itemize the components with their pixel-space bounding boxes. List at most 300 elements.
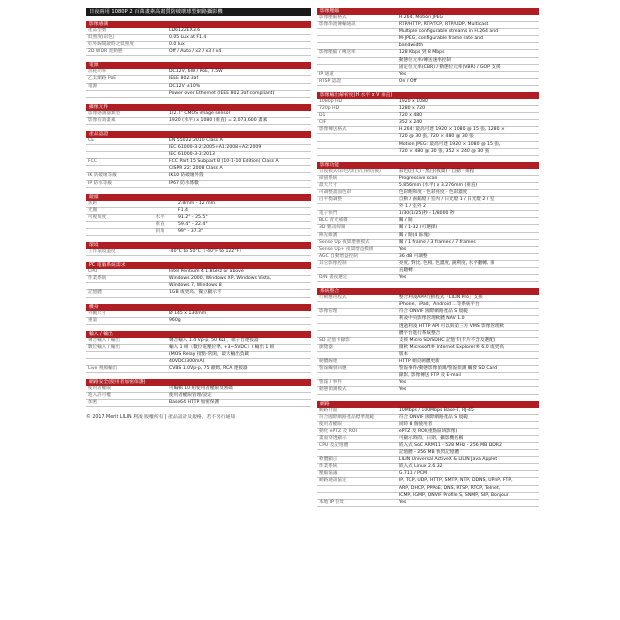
spec-label: 掃描系統 bbox=[317, 175, 397, 182]
spec-row bbox=[86, 386, 311, 393]
spec-label: CIF bbox=[317, 120, 397, 127]
spec-section bbox=[317, 401, 539, 507]
spec-value: 亮度, 對比, 色相, 色濃度, 銳利度, 水平翻轉, 垂 bbox=[397, 260, 539, 267]
spec-value: 微軟 Microsoft® Internet Explorer® 6.0 或更高 bbox=[397, 344, 539, 351]
spec-label: 記憶體 bbox=[86, 290, 167, 297]
spec-label: 焦距 bbox=[86, 201, 154, 208]
spec-section bbox=[86, 104, 311, 125]
spec-row bbox=[86, 90, 311, 97]
spec-label: IP 通道 bbox=[317, 71, 397, 78]
spec-value: 體平台進行系統整合 bbox=[397, 330, 539, 337]
section-heading: 攝像元件 bbox=[86, 104, 311, 111]
spec-label: 動態偵測模式 bbox=[317, 387, 397, 394]
spec-label: 使用者權限 bbox=[317, 421, 397, 428]
section-heading: 影像壓縮 bbox=[317, 8, 539, 15]
section-heading: 環境 bbox=[86, 242, 311, 249]
spec-row bbox=[317, 127, 539, 134]
spec-table bbox=[317, 169, 539, 283]
spec-value: 自動 / 鹵鎢燈 / 室內 / 日光燈 1 / 日光燈 2 / 室 bbox=[397, 197, 539, 204]
spec-row bbox=[86, 159, 311, 166]
spec-row bbox=[317, 366, 539, 373]
spec-label: IK 防破壞等級 bbox=[86, 173, 167, 180]
spec-section bbox=[317, 8, 539, 86]
spec-sublabel bbox=[154, 201, 177, 208]
spec-row bbox=[317, 182, 539, 189]
spec-label bbox=[86, 90, 167, 97]
spec-value: 色彩飽和度 · 色彩亮度 · 色彩濃度 bbox=[397, 189, 539, 196]
spec-value: 關 / 開(4 區塊) bbox=[397, 232, 539, 239]
spec-label: 最大尺寸 bbox=[317, 182, 397, 189]
spec-row bbox=[86, 276, 311, 283]
spec-row bbox=[317, 428, 539, 435]
spec-label: 3D 雜訊抑制 bbox=[317, 225, 397, 232]
spec-row bbox=[317, 485, 539, 492]
spec-value: 2.8mm - 12 mm bbox=[176, 201, 311, 208]
spec-row bbox=[317, 15, 539, 22]
spec-label: RTSP 認證 bbox=[317, 78, 397, 85]
spec-value: F1.4 bbox=[176, 207, 311, 214]
spec-value: Motion JPEG: 最高可達 1920 × 1080 @ 15 張, bbox=[397, 141, 539, 148]
spec-row bbox=[317, 295, 539, 302]
section-heading: 影像功能 bbox=[317, 162, 539, 169]
spec-value: 128 Kbps 到 8 Mbps bbox=[397, 50, 539, 57]
spec-value: 嵌入式 SoC ARM11 - 528 MHz - 256 MB DDR2 bbox=[397, 442, 539, 449]
spec-label: SD 記憶卡錄影 bbox=[317, 337, 397, 344]
spec-section bbox=[86, 304, 311, 325]
spec-value: Progressive scan bbox=[397, 175, 539, 182]
section-heading: 電源 bbox=[86, 62, 311, 69]
spec-row bbox=[317, 380, 539, 387]
spec-row bbox=[86, 76, 311, 83]
spec-table bbox=[86, 201, 311, 236]
spec-row bbox=[317, 134, 539, 141]
spec-label: 警報觸發回應 bbox=[317, 366, 397, 373]
spec-label: 工作環境溫度 bbox=[86, 249, 167, 256]
spec-value: On / Off bbox=[397, 78, 539, 85]
spec-label bbox=[317, 43, 397, 50]
page-title: 日夜兩用 1080P 2 百萬畫素高畫質防破壞球型網路攝影機 bbox=[86, 8, 311, 16]
spec-label bbox=[86, 152, 167, 159]
spec-row bbox=[86, 214, 311, 221]
spec-value: Multiple configurable streams in H.264 and bbox=[397, 29, 539, 36]
spec-value: 整合利凌APP行動程式「LILIN Pro」支援 bbox=[397, 295, 539, 302]
spec-value: LD6122EX3.6 bbox=[167, 28, 311, 35]
spec-table bbox=[317, 408, 539, 507]
spec-label: 畫面穿透顯示 bbox=[317, 435, 397, 442]
spec-label bbox=[317, 134, 397, 141]
spec-value: 固定位元率(CBR) / 動態位元率(VBR) / GOP 支援 bbox=[397, 64, 539, 71]
spec-label: Live 視頻輸出 bbox=[86, 366, 167, 373]
spec-label bbox=[317, 141, 397, 148]
spec-value: 符合 ONVIF 國際網路產品 S 規範 bbox=[397, 414, 539, 421]
spec-row bbox=[317, 260, 539, 267]
spec-row bbox=[86, 283, 311, 290]
spec-label: 影像串流傳輸通訊 bbox=[317, 22, 397, 29]
spec-label: D/N 晝夜選定 bbox=[317, 275, 397, 282]
spec-row bbox=[317, 239, 539, 246]
spec-table bbox=[86, 338, 311, 373]
spec-label bbox=[86, 351, 167, 358]
spec-value: 352 x 240 bbox=[397, 120, 539, 127]
spec-label: 低照度(彩色) bbox=[86, 35, 167, 42]
spec-value: 彩色(白天) · 黑白(夜間) · 自動 · 排程 bbox=[397, 169, 539, 176]
spec-label: 乙太網路 PoE bbox=[86, 76, 167, 83]
spec-row bbox=[86, 201, 311, 208]
spec-row bbox=[317, 78, 539, 85]
spec-label: 作業系統 bbox=[86, 276, 167, 283]
section-heading: 輸入 / 輸出 bbox=[86, 331, 311, 338]
spec-value: Yes bbox=[397, 275, 539, 282]
spec-row bbox=[86, 290, 311, 297]
spec-value: 輸入 1 組（數位電壓位準, +3~5VDC）/ 輸出 1 組 bbox=[167, 344, 311, 351]
spec-row bbox=[317, 492, 539, 499]
spec-label: 使用者權限 bbox=[86, 386, 167, 393]
spec-row bbox=[317, 57, 539, 64]
spec-row bbox=[86, 344, 311, 351]
spec-row bbox=[317, 408, 539, 415]
spec-value: iPhone、iPad、Android ...等系統平台 bbox=[397, 302, 539, 309]
spec-row bbox=[86, 83, 311, 90]
spec-section bbox=[86, 131, 311, 188]
spec-row bbox=[317, 387, 539, 394]
spec-row bbox=[86, 393, 311, 400]
spec-row bbox=[317, 450, 539, 457]
spec-value: DC12V ±10% bbox=[167, 83, 311, 90]
spec-value: 透過利凌 HTTP API 可以與第三方 VMS 影像管理軟 bbox=[397, 323, 539, 330]
spec-row bbox=[86, 145, 311, 152]
spec-value: 1/30(1/25)秒 - 1/8000 秒 bbox=[397, 211, 539, 218]
spec-row bbox=[317, 471, 539, 478]
spec-value: 可顯示時間、日期、攝影機名稱 bbox=[397, 435, 539, 442]
spec-row bbox=[317, 268, 539, 275]
spec-row bbox=[317, 106, 539, 113]
spec-row bbox=[317, 337, 539, 344]
spec-value: IP67 防水係數 bbox=[167, 180, 311, 187]
spec-row bbox=[86, 49, 311, 56]
spec-label: 網路通訊協定 bbox=[317, 478, 397, 485]
spec-row bbox=[86, 359, 311, 366]
spec-label: 可視角度 bbox=[86, 214, 154, 221]
spec-row bbox=[86, 117, 311, 124]
spec-row bbox=[317, 316, 539, 323]
spec-row bbox=[317, 141, 539, 148]
spec-value: CISPR 22: 2008 Class A bbox=[167, 166, 311, 173]
spec-row bbox=[317, 373, 539, 380]
spec-row bbox=[86, 42, 311, 49]
spec-sublabel: 水平 bbox=[154, 214, 177, 221]
spec-value: Yes bbox=[397, 71, 539, 78]
spec-row bbox=[86, 249, 311, 256]
spec-label bbox=[86, 359, 167, 366]
spec-row bbox=[86, 311, 311, 318]
spec-label: 進入許可權 bbox=[86, 393, 167, 400]
spec-label: IP 防水等級 bbox=[86, 180, 167, 187]
spec-row bbox=[317, 204, 539, 211]
spec-row bbox=[86, 111, 311, 118]
spec-label bbox=[317, 57, 397, 64]
spec-value: EN 55022:2010 Class A bbox=[167, 138, 311, 145]
spec-row bbox=[317, 169, 539, 176]
spec-row bbox=[317, 99, 539, 106]
spec-row bbox=[317, 50, 539, 57]
spec-table bbox=[86, 249, 311, 256]
spec-value: Yes bbox=[397, 380, 539, 387]
spec-section bbox=[86, 21, 311, 56]
spec-value: 720 @ 30 張, 720 × 480 @ 30 張 bbox=[397, 134, 539, 141]
spec-value: 動態位元率/傳送速率控制 bbox=[397, 57, 539, 64]
spec-label: 符合國際網路產品標準規範 bbox=[317, 414, 397, 421]
spec-label: 影像傳送格式 bbox=[317, 127, 397, 134]
spec-row bbox=[317, 22, 539, 29]
spec-value: RTP/HTTP, RTP/TCP, RTP/UDP, Multicast bbox=[397, 22, 539, 29]
spec-section bbox=[86, 242, 311, 256]
spec-row bbox=[317, 232, 539, 239]
spec-label bbox=[317, 64, 397, 71]
spec-value: LILIN Universal ActiveX & LILIN Java Applet bbox=[397, 457, 539, 464]
spec-row bbox=[317, 464, 539, 471]
section-heading: 系統整合 bbox=[317, 288, 539, 295]
footer-copyright: © 2017 Merit LILIN 利凌 版權所有 | 產品設計及規格，若不另行通知 bbox=[86, 415, 236, 421]
spec-label bbox=[317, 29, 397, 36]
spec-section bbox=[317, 162, 539, 283]
spec-label: 數位輸入 / 輸出 bbox=[86, 344, 167, 351]
spec-row bbox=[86, 180, 311, 187]
spec-row bbox=[317, 64, 539, 71]
spec-row bbox=[317, 442, 539, 449]
spec-label bbox=[86, 221, 154, 228]
spec-value: H.264, Motion JPEG bbox=[397, 15, 539, 22]
spec-value: 記憶體 - 256 MB 快閃記憶體 bbox=[397, 450, 539, 457]
spec-row bbox=[317, 330, 539, 337]
spec-label: 警報 / 事件 bbox=[317, 380, 397, 387]
spec-section bbox=[86, 379, 311, 407]
spec-row bbox=[317, 211, 539, 218]
spec-label: 影像壓縮格式 bbox=[317, 15, 397, 22]
spec-value: 關 / 1-32 (可選擇) bbox=[397, 225, 539, 232]
spec-value: 0.05 Lux at F1.4 bbox=[167, 35, 311, 42]
spec-label: 影像有效畫素 bbox=[86, 117, 167, 124]
spec-label: 外觀尺寸 bbox=[86, 311, 167, 318]
spec-row bbox=[317, 457, 539, 464]
spec-row bbox=[317, 218, 539, 225]
spec-row bbox=[317, 435, 539, 442]
spec-value: IK10 防破壞外殼 bbox=[167, 173, 311, 180]
spec-label: 其它影像控制 bbox=[317, 260, 397, 267]
spec-label: 電源 bbox=[86, 83, 167, 90]
section-heading: 網路安全(使用者加密保護) bbox=[86, 379, 311, 386]
spec-row bbox=[317, 253, 539, 260]
spec-label bbox=[317, 268, 397, 275]
spec-label: FCC bbox=[86, 159, 167, 166]
spec-value: 關 / 1 frame / 3 frames / 7 frames bbox=[397, 239, 539, 246]
spec-label: 作業系統 bbox=[317, 464, 397, 471]
spec-label bbox=[317, 204, 397, 211]
spec-label: 光圈 bbox=[86, 207, 154, 214]
spec-table bbox=[86, 111, 311, 125]
spec-value: Yes bbox=[397, 499, 539, 506]
spec-label: 日夜模式(彩色/黑白/自動切換) bbox=[317, 169, 397, 176]
spec-value: M-JPEG, configurable frame rate and bbox=[397, 36, 539, 43]
spec-row bbox=[317, 344, 539, 351]
left-sections bbox=[86, 21, 311, 407]
spec-label: 消耗功率 bbox=[86, 69, 167, 76]
spec-row bbox=[317, 359, 539, 366]
spec-table bbox=[86, 69, 311, 97]
spec-row bbox=[86, 351, 311, 358]
spec-value: (MOS Relay 接點-常開，最大輸出負載 bbox=[167, 351, 311, 358]
spec-row bbox=[86, 166, 311, 173]
spec-value: 10Mbps / 100Mbps Base-T, RJ-45 bbox=[397, 408, 539, 415]
spec-label: 2D WDR 寬動態 bbox=[86, 49, 167, 56]
spec-label: 1080p HD bbox=[317, 99, 397, 106]
spec-value: ePTZ 及 ROI(重點區域影像) bbox=[397, 428, 539, 435]
spec-row bbox=[317, 246, 539, 253]
spec-value: IEEE 802.3af bbox=[167, 76, 311, 83]
spec-label: AGC 自動增益控制 bbox=[317, 253, 397, 260]
spec-label bbox=[317, 302, 397, 309]
section-heading: 產品認證 bbox=[86, 131, 311, 138]
spec-label bbox=[317, 351, 397, 358]
spec-label: CPU 及記憶體 bbox=[317, 442, 397, 449]
spec-sublabel bbox=[154, 207, 177, 214]
spec-label: 本地 IP 位址 bbox=[317, 499, 397, 506]
right-sections bbox=[317, 8, 539, 507]
spec-value: 1920 x 1080 bbox=[397, 99, 539, 106]
spec-label: 重量 bbox=[86, 317, 167, 324]
spec-value: 1280 x 720 bbox=[397, 106, 539, 113]
spec-row bbox=[86, 221, 311, 228]
spec-label: 聲音輸入 / 輸出 bbox=[86, 338, 167, 345]
spec-value: Yes bbox=[397, 387, 539, 394]
spec-label: D1 bbox=[317, 113, 397, 120]
spec-row bbox=[317, 414, 539, 421]
spec-value: 符合 ONVIF 國際網路產品 S 規範 bbox=[397, 309, 539, 316]
spec-table bbox=[317, 15, 539, 86]
spec-value: 91.2° - 25.5° bbox=[176, 214, 311, 221]
spec-value: IP, TCP, UDP, HTTP, SMTP, NTP, DDNS, UPnP, FTP, bbox=[397, 478, 539, 485]
spec-value: Base64 HTTP 加密保護 bbox=[167, 400, 311, 407]
spec-value: ARP, DHCP, PPPoE, DNS, RTSP, RTCP, Telnet, bbox=[397, 485, 539, 492]
spec-value: 可編輯 10 組使用者權限及密碼 bbox=[167, 386, 311, 393]
spec-table bbox=[317, 295, 539, 394]
spec-value: 720 × 480 @ 30 張, 352 × 240 @ 30 張 bbox=[397, 148, 539, 155]
spec-row bbox=[86, 69, 311, 76]
spec-value: 直翻轉 bbox=[397, 268, 539, 275]
spec-table bbox=[86, 311, 311, 325]
spec-table bbox=[86, 269, 311, 297]
spec-value: 錄影, 影像傳送 FTP 及 E-mail bbox=[397, 373, 539, 380]
spec-label: Sense Up+ 夜間增益模組 bbox=[317, 246, 397, 253]
spec-row bbox=[317, 197, 539, 204]
spec-value: 使用者權限管理/設定 bbox=[167, 393, 311, 400]
spec-row bbox=[317, 275, 539, 282]
spec-value: 外 1 / 室外 2 bbox=[397, 204, 539, 211]
spec-label: 瀏覽器 bbox=[317, 344, 397, 351]
spec-row bbox=[317, 36, 539, 43]
spec-value: Windows 7, Windows 8 bbox=[167, 283, 311, 290]
spec-label: 壓縮協議 bbox=[317, 471, 397, 478]
spec-row bbox=[317, 351, 539, 358]
spec-row bbox=[86, 152, 311, 159]
spec-row bbox=[317, 309, 539, 316]
spec-row bbox=[86, 366, 311, 373]
spec-label bbox=[317, 373, 397, 380]
spec-value: Ø 145 x 130mm bbox=[167, 311, 311, 318]
section-heading: PC 電腦系統需求 bbox=[86, 262, 311, 269]
spec-value: ICMP, IGMP, ONVIF Profile S, SNMP, SIP, Bonjour bbox=[397, 492, 539, 499]
spec-value: 聲音輸入 1.4 Vp-p, 50 KΩ ，端子台連接器 bbox=[167, 338, 311, 345]
spec-table bbox=[86, 386, 311, 407]
spec-label bbox=[317, 330, 397, 337]
section-heading: 影像輸出解析度(H 水平 x V 垂直) bbox=[317, 92, 539, 99]
left-column bbox=[86, 8, 311, 420]
spec-value: CVBS 1.0Vp-p, 75 歐姆, RCA 連接器 bbox=[167, 366, 311, 373]
spec-label: 加密 bbox=[86, 400, 167, 407]
spec-section bbox=[86, 62, 311, 97]
spec-section bbox=[317, 92, 539, 156]
spec-label: 影像感測器類型 bbox=[86, 111, 167, 118]
spec-label: 韌體線連 bbox=[317, 359, 397, 366]
spec-value: IEC 61000-3-2:2005+A1:2008+A2:2009 bbox=[167, 145, 311, 152]
spec-row bbox=[317, 71, 539, 78]
spec-label: 行動應用程式 bbox=[317, 295, 397, 302]
spec-label bbox=[317, 450, 397, 457]
spec-label bbox=[86, 228, 154, 235]
spec-section bbox=[317, 288, 539, 394]
spec-label: 影像壓縮 / 傳送率 bbox=[317, 50, 397, 57]
spec-value: 720 x 480 bbox=[397, 113, 539, 120]
spec-row bbox=[317, 29, 539, 36]
spec-label bbox=[317, 323, 397, 330]
spec-label bbox=[317, 492, 397, 499]
right-column bbox=[317, 8, 539, 513]
spec-label: Sense Up 夜間增強模式 bbox=[317, 239, 397, 246]
spec-label: 動化 ePTZ 及 ROI bbox=[317, 428, 397, 435]
spec-value: G.711 / PCM bbox=[397, 471, 539, 478]
spec-value: 支援 Micro SD/SDHC 記憶卡(卡片不含及選配) bbox=[397, 337, 539, 344]
spec-value: DC12V, 6W / PoE, 7.5W bbox=[167, 69, 311, 76]
spec-value: 版本 bbox=[397, 351, 539, 358]
spec-row bbox=[317, 120, 539, 127]
spec-label: CE bbox=[86, 138, 167, 145]
spec-label bbox=[317, 485, 397, 492]
spec-row bbox=[86, 400, 311, 407]
spec-label: 電子快門 bbox=[317, 211, 397, 218]
spec-value: 0.0 lux bbox=[167, 42, 311, 49]
spec-value: Power over Ethernet (IEEE 802.3af compliant) bbox=[167, 90, 311, 97]
spec-value: 關 / 開 bbox=[397, 218, 539, 225]
spec-row bbox=[317, 323, 539, 330]
spec-row bbox=[86, 317, 311, 324]
spec-label bbox=[86, 166, 167, 173]
spec-value: 1GB 或更高、獨立顯示卡 bbox=[167, 290, 311, 297]
spec-row bbox=[317, 113, 539, 120]
section-heading: 鏡頭 bbox=[86, 194, 311, 201]
spec-row bbox=[317, 148, 539, 155]
spec-label bbox=[86, 283, 167, 290]
spec-label: CPU bbox=[86, 269, 167, 276]
spec-row bbox=[317, 302, 539, 309]
section-heading: 影像感測 bbox=[86, 21, 311, 28]
spec-value: -40°C to 50°C（-40°F to 122°F） bbox=[167, 249, 311, 256]
spec-label: 軟體顯示 bbox=[317, 457, 397, 464]
spec-row bbox=[317, 499, 539, 506]
spec-label: 產品型號 bbox=[86, 28, 167, 35]
spec-value: 59.4° - 22.4° bbox=[176, 221, 311, 228]
spec-value: Off / Auto / x2 / x3 / x4 bbox=[167, 49, 311, 56]
spec-value: 利凌中央影像管理軟體 NAV 1.0 bbox=[397, 316, 539, 323]
spec-section bbox=[86, 331, 311, 373]
